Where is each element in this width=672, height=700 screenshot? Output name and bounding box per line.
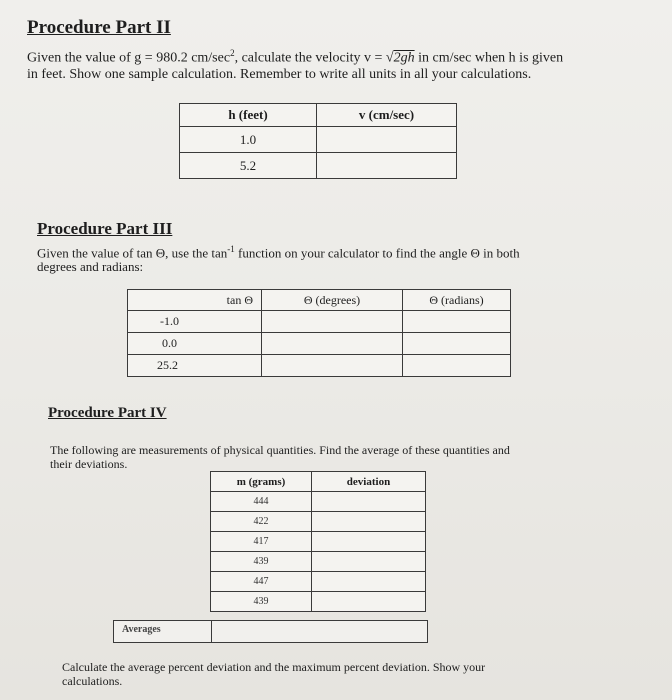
col-header-h: h (feet) xyxy=(180,104,317,127)
radians-cell[interactable] xyxy=(403,333,511,355)
deviation-cell[interactable] xyxy=(312,572,426,592)
mass-table xyxy=(210,471,426,612)
col-header-radians: Θ (radians) xyxy=(403,290,511,311)
mass-cell: 417 xyxy=(211,532,312,552)
part2-title: Procedure Part II xyxy=(27,17,171,38)
table-row xyxy=(180,153,457,179)
table-row xyxy=(128,355,511,377)
part3-instruction-line1: Given the value of tan Θ, use the $\tan^{-1}$ function on your calculator to find the angle Θ in both xyxy=(37,244,520,261)
table-row xyxy=(128,311,511,333)
table-row xyxy=(128,333,511,355)
degrees-cell[interactable] xyxy=(262,355,403,377)
tan-cell: 0.0 xyxy=(128,333,262,355)
mass-cell: 439 xyxy=(211,552,312,572)
h-cell: 1.0 xyxy=(180,127,317,153)
deviation-cell[interactable] xyxy=(312,592,426,612)
mass-cell: 447 xyxy=(211,572,312,592)
table-row xyxy=(211,552,426,572)
part2-instruction-line1: Given the value of g = 980.2 $cm/\sec^2$, calculate the velocity v = √2gh in cm/sec when h is given xyxy=(27,48,564,66)
degrees-cell[interactable] xyxy=(262,333,403,355)
col-header-v: v (cm/sec) xyxy=(317,104,457,127)
velocity-table xyxy=(179,103,457,179)
v-cell[interactable] xyxy=(317,153,457,179)
part4-title: Procedure Part IV xyxy=(48,405,167,421)
mass-cell: 439 xyxy=(211,592,312,612)
table-row xyxy=(211,572,426,592)
deviation-cell[interactable] xyxy=(312,512,426,532)
col-header-tan: tan Θ xyxy=(128,290,262,311)
table-row xyxy=(180,127,457,153)
h-cell: 5.2 xyxy=(180,153,317,179)
table-row xyxy=(211,532,426,552)
col-header-degrees: Θ (degrees) xyxy=(262,290,403,311)
col-header-deviation: deviation xyxy=(312,472,426,492)
mass-cell: 444 xyxy=(211,492,312,512)
part2-instruction-line2: in feet. Show one sample calculation. Remember to write all units in all your calculations. xyxy=(27,67,532,82)
part4-footer-line1: Calculate the average percent deviation and the maximum percent deviation. Show your xyxy=(62,660,486,674)
part4-instruction-line2: their deviations. xyxy=(50,457,128,471)
mass-cell: 422 xyxy=(211,512,312,532)
deviation-cell[interactable] xyxy=(312,492,426,512)
table-row xyxy=(211,512,426,532)
tan-cell: -1.0 xyxy=(128,311,262,333)
table-row xyxy=(211,492,426,512)
part4-footer-line2: calculations. xyxy=(62,674,123,688)
part3-title: Procedure Part III xyxy=(37,219,173,238)
part4-instruction-line1: The following are measurements of physical quantities. Find the average of these quantities and xyxy=(50,443,510,457)
table-row xyxy=(211,592,426,612)
angle-table xyxy=(127,289,511,377)
part3-instruction-line2: degrees and radians: xyxy=(37,259,144,274)
tan-cell: 25.2 xyxy=(128,355,262,377)
degrees-cell[interactable] xyxy=(262,311,403,333)
radians-cell[interactable] xyxy=(403,355,511,377)
radians-cell[interactable] xyxy=(403,311,511,333)
deviation-cell[interactable] xyxy=(312,532,426,552)
deviation-cell[interactable] xyxy=(312,552,426,572)
averages-row xyxy=(113,620,428,643)
v-cell[interactable] xyxy=(317,127,457,153)
averages-label: Averages xyxy=(122,624,161,635)
col-header-mass: m (grams) xyxy=(211,472,312,492)
